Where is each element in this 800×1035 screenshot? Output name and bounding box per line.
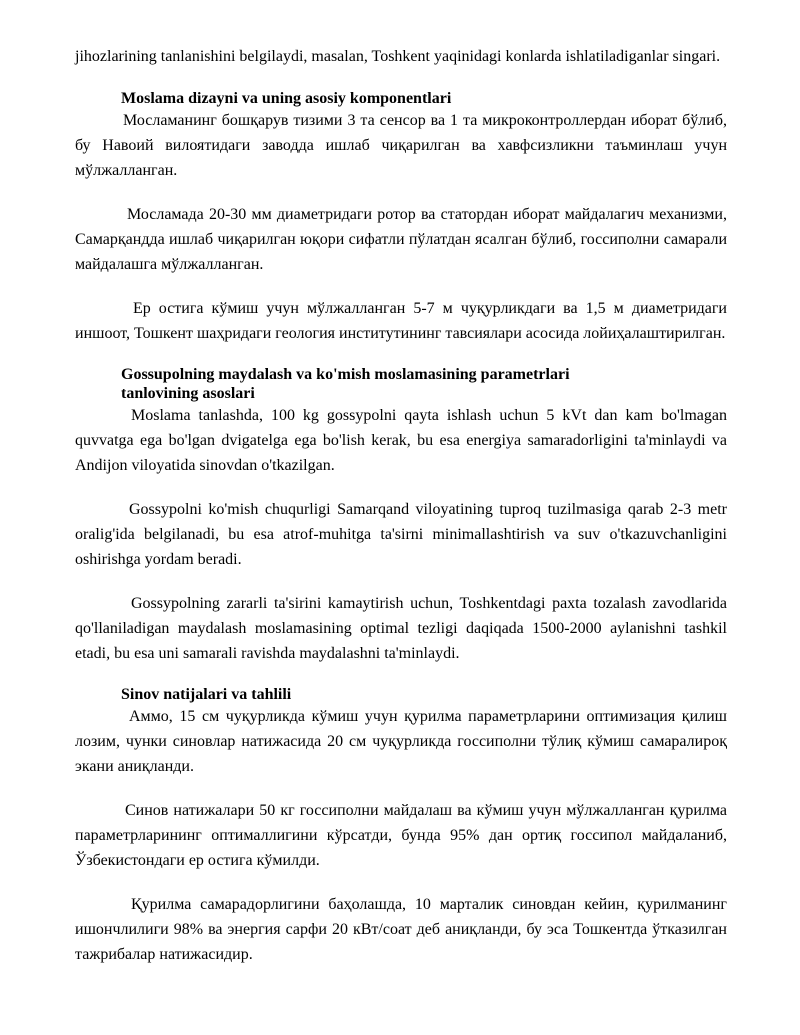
section-heading-design: Moslama dizayni va uning asosiy komponentlari: [121, 90, 452, 107]
results-paragraph-2: Синов натижалари 50 кг госсиполни майдалаш ва кўмиш учун мўлжалланган қурилма параметрларининг оптималлигини кўрсатди, бунда 95% дан ортиқ госсипол майдаланиб, Ўзбекистондаги ер остига кўмилди.: [75, 802, 727, 869]
parameters-paragraph-2: Gossypolni ko'mish chuqurligi Samarqand viloyatining tuproq tuzilmasiga qarab 2-3 metr oralig'ida belgilanadi, bu esa atrof-muhitga ta'sirni minimallashtirish va suv o'tkazuvchanligini oshirishga yordam beradi.: [75, 501, 727, 568]
results-paragraph-3: Қурилма самарадорлигини баҳолашда, 10 марталик синовдан кейин, қурилманинг ишончлилиги 98% ва энергия сарфи 20 кВт/соат деб аниқланди, бу эса Тошкентда ўтказилган тажрибалар натижасидир.: [75, 896, 727, 963]
design-paragraph-3: Ер остига кўмиш учун мўлжалланган 5-7 м чуқурликдаги ва 1,5 м диаметридаги иншоот, Тошкент шаҳридаги геология институтининг тавсиялари асосида лойиҳалаштирилган.: [75, 300, 727, 342]
parameters-paragraph-3: Gossypolning zararli ta'sirini kamaytirish uchun, Toshkentdagi paxta tozalash zavodlarida qo'llaniladigan maydalash moslamasining optimal tezligi daqiqada 1500-2000 aylanishni tashkil etadi, bu esa uni samarali ravishda maydalashni ta'minlaydi.: [75, 595, 727, 662]
document-page: [75, 44, 727, 967]
intro-paragraph: jihozlarining tanlanishini belgilaydi, masalan, Toshkent yaqinidagi konlarda ishlatiladiganlar singari.: [75, 48, 721, 65]
design-paragraph-1: Мосламанинг бошқарув тизими 3 та сенсор ва 1 та микроконтроллердан иборат бўлиб, бу Навоий вилоятидаги заводда ишлаб чиқарилган ва хавфсизликни таъминлаш учун мўлжалланган.: [75, 112, 727, 179]
parameters-paragraph-1: Moslama tanlashda, 100 kg gossypolni qayta ishlash uchun 5 kVt dan kam bo'lmagan quvvatga ega bo'lgan dvigatelga ega bo'lish kerak, bu esa energiya samaradorligini ta'minlaydi va Andijon viloyatida sinovdan o'tkazilgan.: [75, 407, 727, 474]
results-paragraph-1: Аммо, 15 см чуқурликда кўмиш учун қурилма параметрларини оптимизация қилиш лозим, чунки синовлар натижасида 20 см чуқурликда госсиполни тўлиқ кўмиш самаралироқ экани аниқланди.: [75, 708, 727, 775]
section-heading-parameters-line-2: tanlovining asoslari: [121, 385, 255, 402]
section-heading-results: Sinov natijalari va tahlili: [121, 686, 292, 703]
section-heading-parameters-line-1: Gossupolning maydalash va ko'mish moslamasining parametrlari: [121, 366, 570, 383]
design-paragraph-2: Мосламада 20-30 мм диаметридаги ротор ва статордан иборат майдалагич механизми, Самарқандда ишлаб чиқарилган юқори сифатли пўлатдан ясалган бўлиб, госсиполни самарали майдалашга мўлжалланган.: [75, 206, 727, 273]
